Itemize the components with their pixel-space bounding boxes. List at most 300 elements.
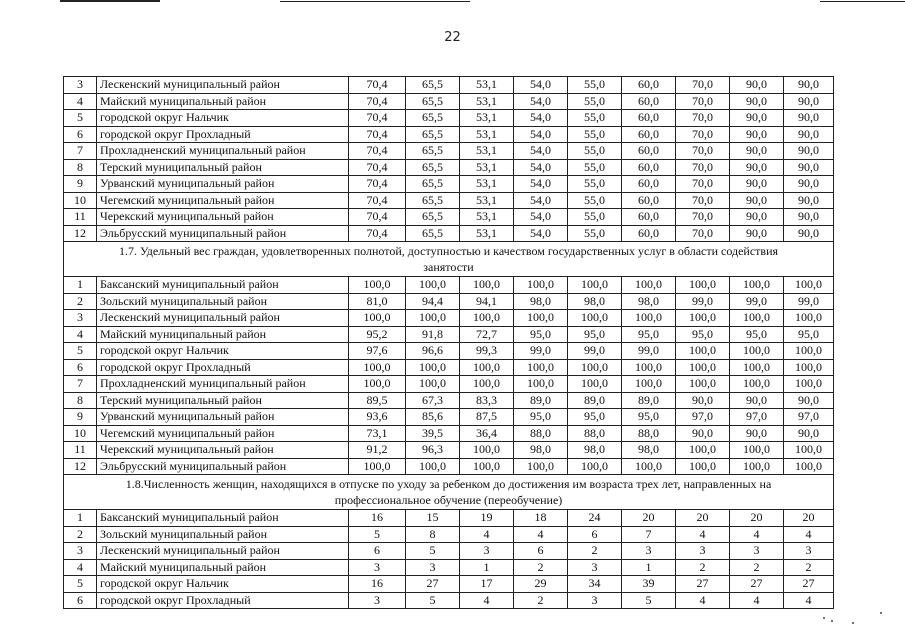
indicator-value: 90,0 <box>784 192 834 209</box>
indicator-value: 70,0 <box>676 176 730 193</box>
indicator-value: 98,0 <box>514 442 568 459</box>
table-row <box>64 93 834 110</box>
indicator-value: 100,0 <box>730 277 784 294</box>
municipality-name: Черекский муниципальный район <box>97 442 349 459</box>
indicator-value: 89,0 <box>568 392 622 409</box>
indicator-value: 4 <box>460 592 514 609</box>
indicator-value: 70,0 <box>676 77 730 94</box>
indicator-value: 53,1 <box>460 209 514 226</box>
indicator-value: 72,7 <box>460 326 514 343</box>
table-row <box>64 409 834 426</box>
indicator-value: 100,0 <box>730 359 784 376</box>
indicator-value: 97,6 <box>349 343 406 360</box>
indicator-value: 100,0 <box>406 458 460 475</box>
indicator-value: 97,0 <box>784 409 834 426</box>
indicator-value: 100,0 <box>406 310 460 327</box>
indicator-value: 1 <box>460 559 514 576</box>
indicator-value: 100,0 <box>730 343 784 360</box>
indicator-value: 70,4 <box>349 77 406 94</box>
indicator-value: 60,0 <box>622 143 676 160</box>
row-number: 1 <box>64 510 97 527</box>
indicator-value: 70,4 <box>349 159 406 176</box>
indicator-value: 91,2 <box>349 442 406 459</box>
indicator-value: 60,0 <box>622 126 676 143</box>
indicator-value: 95,0 <box>568 326 622 343</box>
table-row <box>64 425 834 442</box>
municipality-name: Лескенский муниципальный район <box>97 310 349 327</box>
indicator-value: 96,6 <box>406 343 460 360</box>
indicator-value: 15 <box>406 510 460 527</box>
indicator-value: 4 <box>730 526 784 543</box>
indicator-value: 98,0 <box>568 293 622 310</box>
indicator-value: 73,1 <box>349 425 406 442</box>
indicator-value: 67,3 <box>406 392 460 409</box>
indicator-value: 100,0 <box>676 376 730 393</box>
indicator-value: 4 <box>784 592 834 609</box>
indicator-value: 90,0 <box>784 392 834 409</box>
indicator-value: 65,5 <box>406 192 460 209</box>
indicator-value: 100,0 <box>460 277 514 294</box>
municipality-name: городской округ Прохладный <box>97 126 349 143</box>
indicator-value: 97,0 <box>730 409 784 426</box>
row-number: 8 <box>64 159 97 176</box>
table-row <box>64 392 834 409</box>
indicator-value: 100,0 <box>406 359 460 376</box>
indicator-value: 100,0 <box>460 376 514 393</box>
table-row <box>64 143 834 160</box>
indicator-value: 88,0 <box>622 425 676 442</box>
municipality-name: городской округ Нальчик <box>97 110 349 127</box>
indicator-value: 17 <box>460 576 514 593</box>
indicator-value: 100,0 <box>349 359 406 376</box>
scan-edge-line <box>60 0 160 2</box>
municipality-name: Майский муниципальный район <box>97 326 349 343</box>
indicator-value: 100,0 <box>784 376 834 393</box>
table-row <box>64 592 834 609</box>
indicator-value: 55,0 <box>568 93 622 110</box>
indicator-value: 89,0 <box>514 392 568 409</box>
indicator-value: 60,0 <box>622 93 676 110</box>
indicator-value: 99,0 <box>622 343 676 360</box>
indicator-value: 95,0 <box>784 326 834 343</box>
indicator-value: 7 <box>622 526 676 543</box>
indicator-value: 91,8 <box>406 326 460 343</box>
indicator-value: 16 <box>349 510 406 527</box>
indicator-value: 55,0 <box>568 192 622 209</box>
indicator-value: 5 <box>622 592 676 609</box>
indicator-value: 20 <box>730 510 784 527</box>
indicator-value: 2 <box>784 559 834 576</box>
indicator-value: 3 <box>568 592 622 609</box>
municipality-name: Майский муниципальный район <box>97 559 349 576</box>
indicator-value: 65,5 <box>406 225 460 242</box>
indicator-value: 100,0 <box>568 277 622 294</box>
indicator-value: 90,0 <box>784 176 834 193</box>
municipality-name: Эльбрусский муниципальный район <box>97 225 349 242</box>
row-number: 6 <box>64 359 97 376</box>
indicator-value: 90,0 <box>784 110 834 127</box>
indicator-value: 70,4 <box>349 126 406 143</box>
indicator-value: 100,0 <box>622 277 676 294</box>
indicator-value: 99,3 <box>460 343 514 360</box>
indicator-value: 60,0 <box>622 110 676 127</box>
indicator-value: 100,0 <box>676 458 730 475</box>
indicator-value: 93,6 <box>349 409 406 426</box>
indicator-value: 70,0 <box>676 159 730 176</box>
municipality-name: Эльбрусский муниципальный район <box>97 458 349 475</box>
indicator-value: 100,0 <box>514 310 568 327</box>
indicator-value: 55,0 <box>568 159 622 176</box>
section-header-row <box>64 475 834 510</box>
municipality-name: Прохладненский муниципальный район <box>97 376 349 393</box>
indicator-value: 97,0 <box>676 409 730 426</box>
row-number: 2 <box>64 526 97 543</box>
indicator-value: 100,0 <box>676 277 730 294</box>
indicator-value: 54,0 <box>514 143 568 160</box>
indicator-value: 100,0 <box>460 310 514 327</box>
indicator-value: 20 <box>676 510 730 527</box>
municipality-name: Зольский муниципальный район <box>97 526 349 543</box>
indicator-value: 70,0 <box>676 93 730 110</box>
indicator-value: 89,0 <box>622 392 676 409</box>
indicator-value: 70,4 <box>349 143 406 160</box>
indicator-value: 3 <box>622 543 676 560</box>
indicator-value: 99,0 <box>784 293 834 310</box>
indicator-value: 3 <box>568 559 622 576</box>
row-number: 5 <box>64 576 97 593</box>
indicator-value: 90,0 <box>784 209 834 226</box>
indicator-value: 70,0 <box>676 126 730 143</box>
indicator-value: 54,0 <box>514 192 568 209</box>
indicator-value: 54,0 <box>514 126 568 143</box>
indicator-value: 100,0 <box>349 458 406 475</box>
table-row <box>64 209 834 226</box>
indicator-value: 70,4 <box>349 110 406 127</box>
indicator-value: 100,0 <box>349 310 406 327</box>
table-row <box>64 559 834 576</box>
table-row <box>64 442 834 459</box>
indicator-table <box>63 76 834 609</box>
indicator-value: 4 <box>676 526 730 543</box>
indicator-value: 54,0 <box>514 176 568 193</box>
indicator-value: 4 <box>784 526 834 543</box>
indicator-value: 65,5 <box>406 110 460 127</box>
indicator-value: 89,5 <box>349 392 406 409</box>
indicator-value: 65,5 <box>406 143 460 160</box>
indicator-value: 54,0 <box>514 159 568 176</box>
municipality-name: Урванский муниципальный район <box>97 409 349 426</box>
indicator-value: 100,0 <box>622 458 676 475</box>
municipality-name: Майский муниципальный район <box>97 93 349 110</box>
indicator-value: 100,0 <box>730 442 784 459</box>
indicator-value: 95,0 <box>730 326 784 343</box>
indicator-value: 3 <box>784 543 834 560</box>
table-row <box>64 176 834 193</box>
indicator-value: 83,3 <box>460 392 514 409</box>
table-row <box>64 293 834 310</box>
indicator-value: 99,0 <box>514 343 568 360</box>
indicator-value: 27 <box>406 576 460 593</box>
table-row <box>64 458 834 475</box>
indicator-value: 90,0 <box>730 209 784 226</box>
indicator-value: 5 <box>349 526 406 543</box>
municipality-name: Зольский муниципальный район <box>97 293 349 310</box>
indicator-value: 98,0 <box>568 442 622 459</box>
indicator-value: 90,0 <box>784 93 834 110</box>
table-row <box>64 543 834 560</box>
indicator-value: 87,5 <box>460 409 514 426</box>
indicator-value: 100,0 <box>676 359 730 376</box>
row-number: 4 <box>64 326 97 343</box>
row-number: 12 <box>64 458 97 475</box>
indicator-value: 100,0 <box>406 376 460 393</box>
section-title: 1.8.Численность женщин, находящихся в отпуске по уходу за ребенком до достижения им возраста трех лет, направленных на профессиональное обучение (переобучение) <box>64 475 834 510</box>
indicator-value: 53,1 <box>460 77 514 94</box>
indicator-value: 100,0 <box>406 277 460 294</box>
indicator-value: 5 <box>406 543 460 560</box>
indicator-value: 2 <box>568 543 622 560</box>
indicator-value: 90,0 <box>730 192 784 209</box>
indicator-value: 4 <box>730 592 784 609</box>
indicator-value: 60,0 <box>622 225 676 242</box>
indicator-value: 94,1 <box>460 293 514 310</box>
indicator-value: 95,0 <box>568 409 622 426</box>
indicator-value: 100,0 <box>784 458 834 475</box>
indicator-value: 100,0 <box>514 277 568 294</box>
indicator-value: 99,0 <box>568 343 622 360</box>
indicator-value: 39 <box>622 576 676 593</box>
indicator-value: 60,0 <box>622 159 676 176</box>
indicator-value: 95,0 <box>622 409 676 426</box>
indicator-value: 90,0 <box>676 392 730 409</box>
municipality-name: Баксанский муниципальный район <box>97 510 349 527</box>
indicator-value: 100,0 <box>730 458 784 475</box>
indicator-value: 99,0 <box>676 293 730 310</box>
table-row <box>64 576 834 593</box>
indicator-value: 8 <box>406 526 460 543</box>
indicator-value: 70,4 <box>349 225 406 242</box>
row-number: 9 <box>64 409 97 426</box>
row-number: 10 <box>64 192 97 209</box>
indicator-value: 100,0 <box>676 310 730 327</box>
indicator-value: 100,0 <box>784 310 834 327</box>
indicator-value: 100,0 <box>568 310 622 327</box>
scan-speck <box>852 622 854 624</box>
row-number: 2 <box>64 293 97 310</box>
indicator-value: 100,0 <box>784 277 834 294</box>
indicator-value: 90,0 <box>730 159 784 176</box>
table-row <box>64 192 834 209</box>
indicator-value: 100,0 <box>730 376 784 393</box>
indicator-value: 81,0 <box>349 293 406 310</box>
indicator-value: 90,0 <box>730 110 784 127</box>
municipality-name: Урванский муниципальный район <box>97 176 349 193</box>
indicator-value: 53,1 <box>460 225 514 242</box>
indicator-value: 98,0 <box>622 293 676 310</box>
municipality-name: Лескенский муниципальный район <box>97 77 349 94</box>
indicator-value: 100,0 <box>568 458 622 475</box>
indicator-value: 100,0 <box>349 376 406 393</box>
row-number: 12 <box>64 225 97 242</box>
indicator-value: 4 <box>676 592 730 609</box>
row-number: 7 <box>64 376 97 393</box>
indicator-value: 98,0 <box>622 442 676 459</box>
indicator-value: 27 <box>730 576 784 593</box>
indicator-value: 90,0 <box>730 225 784 242</box>
indicator-value: 2 <box>676 559 730 576</box>
indicator-value: 100,0 <box>622 376 676 393</box>
indicator-value: 90,0 <box>730 126 784 143</box>
indicator-value: 55,0 <box>568 225 622 242</box>
indicator-value: 54,0 <box>514 110 568 127</box>
indicator-value: 2 <box>514 559 568 576</box>
indicator-value: 100,0 <box>784 442 834 459</box>
indicator-value: 90,0 <box>730 392 784 409</box>
indicator-value: 70,0 <box>676 209 730 226</box>
indicator-value: 70,0 <box>676 225 730 242</box>
indicator-value: 39,5 <box>406 425 460 442</box>
indicator-value: 53,1 <box>460 159 514 176</box>
row-number: 5 <box>64 110 97 127</box>
indicator-value: 65,5 <box>406 176 460 193</box>
municipality-name: Черекский муниципальный район <box>97 209 349 226</box>
table-row <box>64 110 834 127</box>
indicator-value: 3 <box>406 559 460 576</box>
row-number: 10 <box>64 425 97 442</box>
indicator-value: 54,0 <box>514 225 568 242</box>
indicator-value: 99,0 <box>730 293 784 310</box>
row-number: 11 <box>64 209 97 226</box>
indicator-value: 60,0 <box>622 209 676 226</box>
indicator-value: 70,4 <box>349 192 406 209</box>
indicator-value: 55,0 <box>568 143 622 160</box>
indicator-value: 95,0 <box>514 409 568 426</box>
row-number: 3 <box>64 310 97 327</box>
page-number: 22 <box>444 30 461 45</box>
indicator-value: 90,0 <box>730 77 784 94</box>
indicator-value: 65,5 <box>406 93 460 110</box>
indicator-value: 53,1 <box>460 110 514 127</box>
indicator-value: 90,0 <box>784 425 834 442</box>
indicator-value: 100,0 <box>349 277 406 294</box>
table-row <box>64 277 834 294</box>
indicator-value: 70,0 <box>676 110 730 127</box>
indicator-value: 70,4 <box>349 209 406 226</box>
table-row <box>64 510 834 527</box>
table-row <box>64 77 834 94</box>
municipality-name: Терский муниципальный район <box>97 392 349 409</box>
indicator-value: 100,0 <box>676 442 730 459</box>
indicator-value: 2 <box>514 592 568 609</box>
indicator-value: 100,0 <box>460 359 514 376</box>
municipality-name: Чегемский муниципальный район <box>97 425 349 442</box>
indicator-value: 6 <box>349 543 406 560</box>
indicator-value: 3 <box>460 543 514 560</box>
indicator-value: 90,0 <box>784 159 834 176</box>
indicator-value: 4 <box>514 526 568 543</box>
indicator-value: 88,0 <box>514 425 568 442</box>
indicator-value: 98,0 <box>514 293 568 310</box>
indicator-value: 3 <box>730 543 784 560</box>
table-row <box>64 126 834 143</box>
scan-speck <box>880 612 882 614</box>
indicator-value: 3 <box>349 559 406 576</box>
indicator-value: 1 <box>622 559 676 576</box>
indicator-value: 90,0 <box>784 77 834 94</box>
row-number: 3 <box>64 543 97 560</box>
indicator-value: 90,0 <box>730 93 784 110</box>
indicator-value: 5 <box>406 592 460 609</box>
table-row <box>64 159 834 176</box>
row-number: 1 <box>64 277 97 294</box>
municipality-name: городской округ Нальчик <box>97 576 349 593</box>
indicator-value: 100,0 <box>568 376 622 393</box>
table-row <box>64 359 834 376</box>
row-number: 11 <box>64 442 97 459</box>
indicator-value: 90,0 <box>676 425 730 442</box>
indicator-value: 100,0 <box>676 343 730 360</box>
municipality-name: Баксанский муниципальный район <box>97 277 349 294</box>
indicator-value: 20 <box>784 510 834 527</box>
section-title: 1.7. Удельный вес граждан, удовлетворенных полнотой, доступностью и качеством государственных услуг в области содействия занятости <box>64 242 834 277</box>
indicator-value: 55,0 <box>568 110 622 127</box>
row-number: 5 <box>64 343 97 360</box>
indicator-value: 100,0 <box>784 343 834 360</box>
table-row <box>64 225 834 242</box>
indicator-value: 60,0 <box>622 192 676 209</box>
indicator-value: 55,0 <box>568 126 622 143</box>
indicator-value: 20 <box>622 510 676 527</box>
indicator-value: 100,0 <box>784 359 834 376</box>
municipality-name: Лескенский муниципальный район <box>97 543 349 560</box>
indicator-value: 100,0 <box>730 310 784 327</box>
row-number: 6 <box>64 126 97 143</box>
indicator-value: 100,0 <box>514 359 568 376</box>
table-row <box>64 526 834 543</box>
municipality-name: Чегемский муниципальный район <box>97 192 349 209</box>
scan-speck <box>823 617 825 619</box>
indicator-value: 55,0 <box>568 176 622 193</box>
indicator-value: 55,0 <box>568 209 622 226</box>
table-row <box>64 376 834 393</box>
scan-speck <box>831 620 833 622</box>
row-number: 6 <box>64 592 97 609</box>
indicator-value: 29 <box>514 576 568 593</box>
indicator-value: 100,0 <box>514 376 568 393</box>
indicator-value: 65,5 <box>406 77 460 94</box>
indicator-value: 36,4 <box>460 425 514 442</box>
table-row <box>64 310 834 327</box>
indicator-value: 53,1 <box>460 126 514 143</box>
indicator-value: 27 <box>676 576 730 593</box>
section-header-row <box>64 242 834 277</box>
indicator-value: 90,0 <box>730 425 784 442</box>
indicator-value: 94,4 <box>406 293 460 310</box>
indicator-value: 95,0 <box>514 326 568 343</box>
indicator-value: 65,5 <box>406 126 460 143</box>
indicator-value: 90,0 <box>730 176 784 193</box>
municipality-name: Терский муниципальный район <box>97 159 349 176</box>
indicator-value: 100,0 <box>460 442 514 459</box>
indicator-value: 53,1 <box>460 192 514 209</box>
indicator-value: 95,0 <box>676 326 730 343</box>
scan-edge-line <box>280 1 470 2</box>
indicator-value: 53,1 <box>460 93 514 110</box>
indicator-value: 90,0 <box>784 225 834 242</box>
indicator-value: 90,0 <box>730 143 784 160</box>
indicator-value: 6 <box>514 543 568 560</box>
indicator-value: 90,0 <box>784 126 834 143</box>
